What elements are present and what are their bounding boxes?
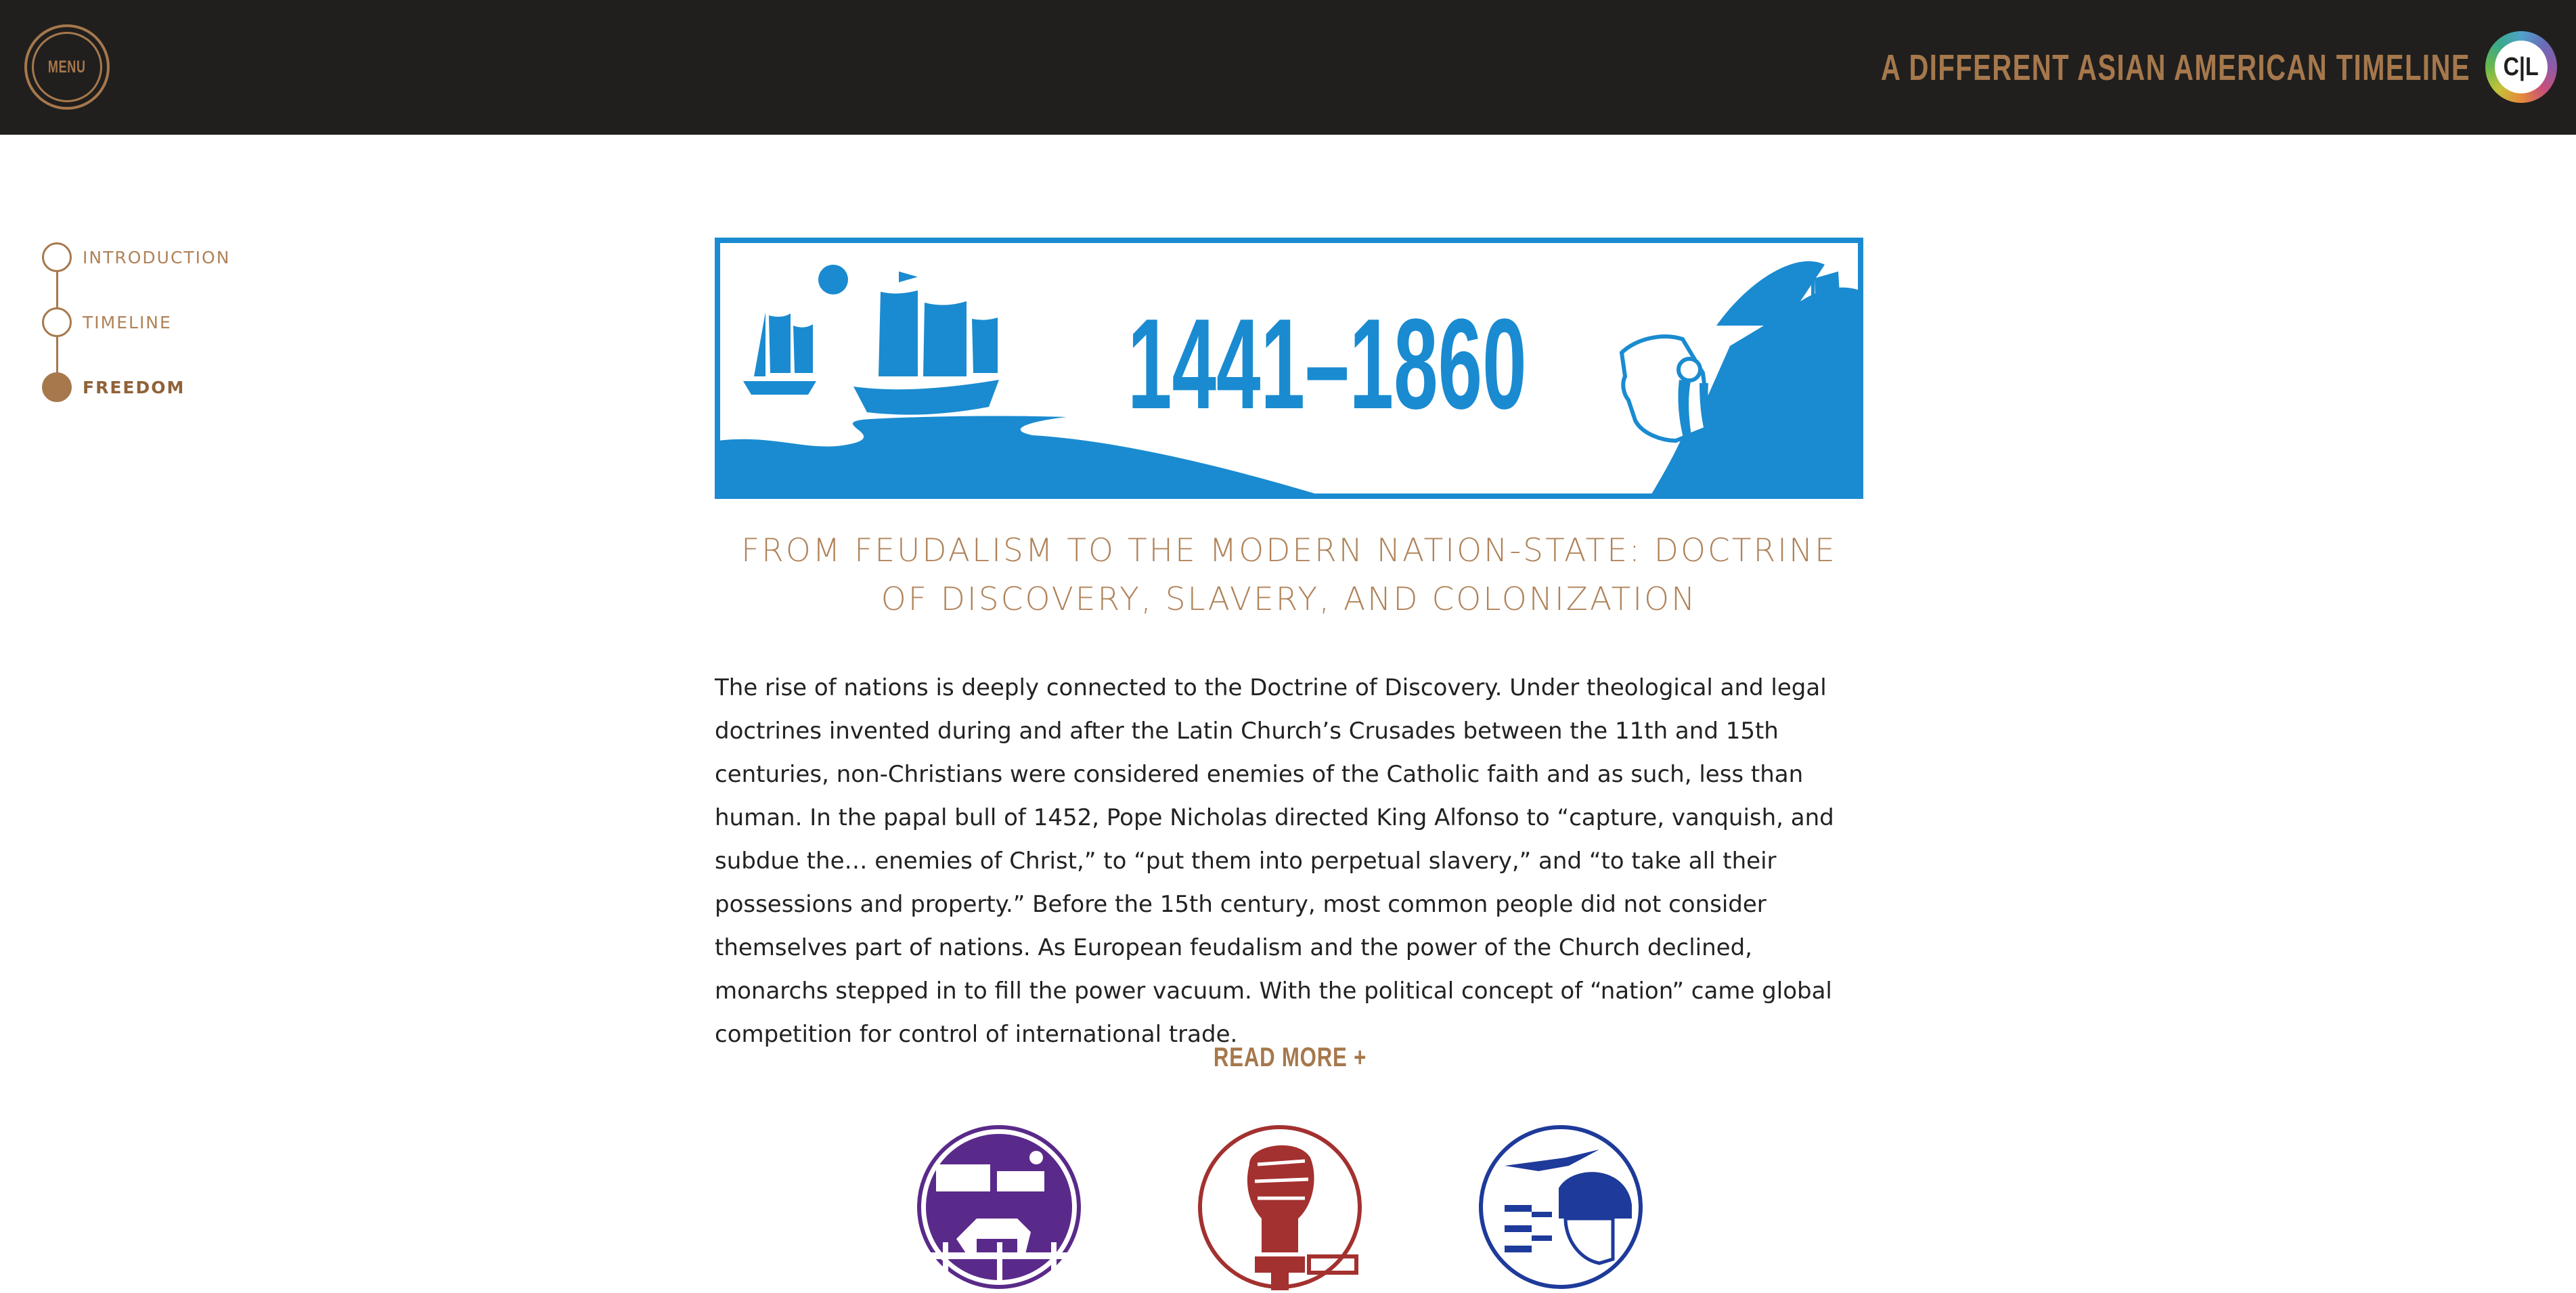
raised-fist-icon: [1197, 1124, 1363, 1290]
sun-icon: [818, 265, 848, 294]
era-banner: [715, 238, 1863, 499]
logo-inner: [2495, 41, 2548, 93]
nav-item-introduction[interactable]: [42, 242, 230, 272]
badge-soldier[interactable]: [1478, 1124, 1644, 1290]
nav-item-timeline[interactable]: [42, 307, 172, 337]
nav-dot-freedom: [42, 372, 72, 402]
menu-button[interactable]: [24, 24, 110, 110]
section-body-text: The rise of nations is deeply connected to the Doctrine of Discovery. Under theological and legal doctrines invented during and after the Latin Church’s Crusades between the 11th and 15th centuries, non-Christians were considered enemies of the Catholic faith and as such, less than human. In the papal bull of 1452, Pope Nicholas directed King Alfonso to “capture, vanquish, and subdue the… enemies of Christ,” to “put them into perpetual slavery,” and “to take all their possessions and property.” Before the 15th century, most common people did not consider themselves part of nations. As European feudalism and the power of the Church declined, monarchs stepped in to fill the power vacuum. With the political concept of “nation” came global competition for control of international trade.: [715, 674, 1834, 1048]
section-nav: [42, 242, 313, 405]
farm-horse-icon: [916, 1124, 1082, 1290]
site-title[interactable]: A DIFFERENT ASIAN AMERICAN TIMELINE: [1881, 47, 2470, 88]
logo-text: C|L: [2503, 52, 2539, 81]
badge-farm[interactable]: [916, 1124, 1082, 1290]
soldier-bomber-icon: [1478, 1124, 1644, 1290]
banner-years: 1441–1860: [1128, 292, 1527, 436]
section-headline: FROM FEUDALISM TO THE MODERN NATION-STATE: DOCTRINE OF DISCOVERY, SLAVERY, AND COLONIZATION: [741, 532, 1837, 618]
badge-fist[interactable]: [1197, 1124, 1363, 1290]
nav-dot-timeline: [42, 307, 72, 337]
nav-label-introduction: INTRODUCTION: [83, 247, 231, 267]
menu-label: MENU: [48, 57, 86, 76]
nav-label-freedom: FREEDOM: [83, 377, 185, 397]
read-more-link[interactable]: READ MORE +: [1213, 1043, 1367, 1072]
cl-logo-icon[interactable]: [2485, 31, 2557, 103]
top-bar: [0, 0, 2576, 135]
nav-item-freedom[interactable]: [42, 372, 185, 402]
nav-dot-introduction: [42, 242, 72, 272]
nav-label-timeline: TIMELINE: [83, 312, 172, 332]
